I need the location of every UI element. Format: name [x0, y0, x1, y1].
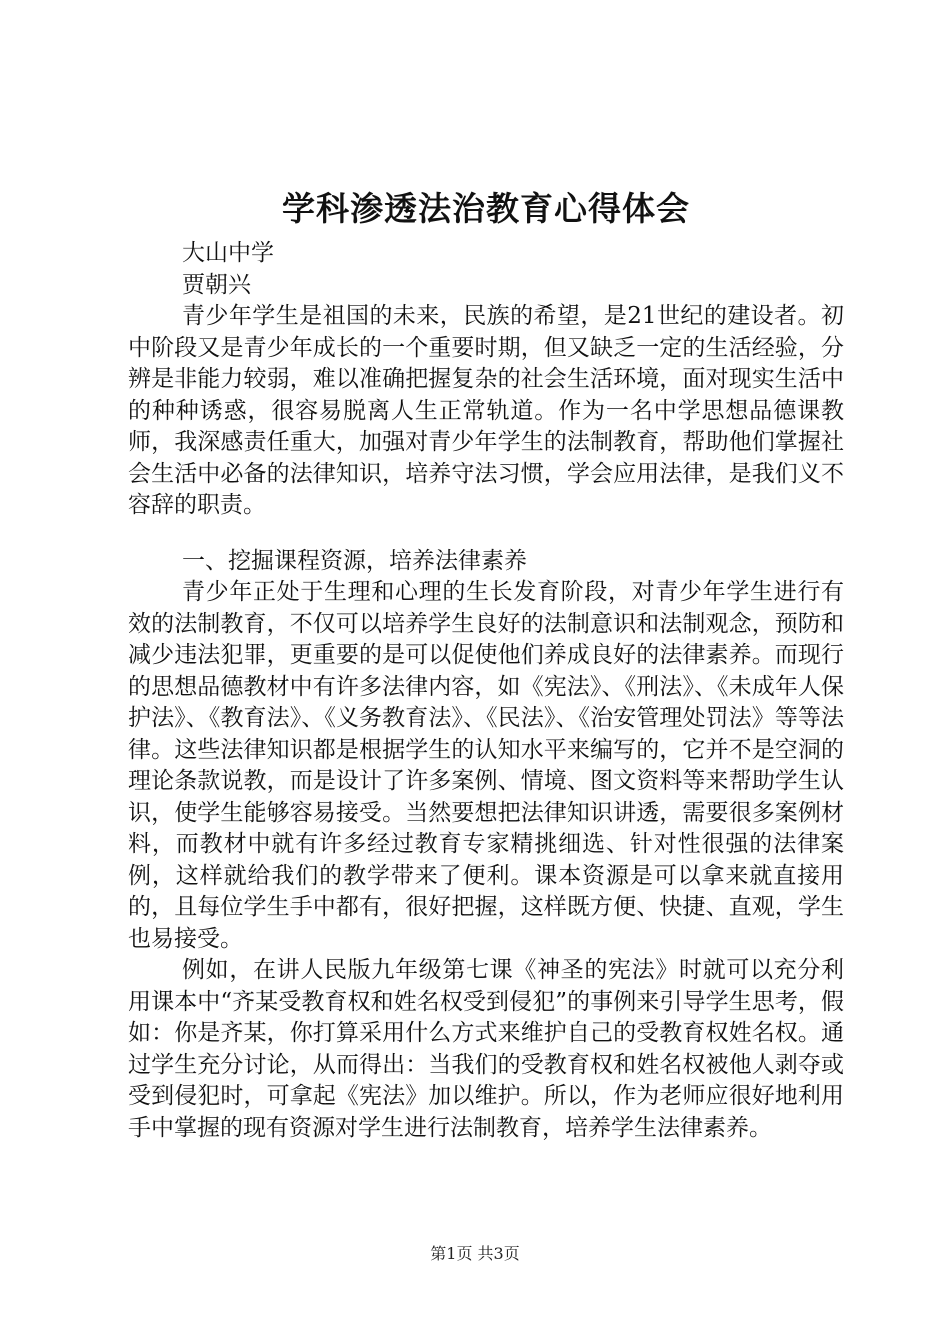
author-name: 贾朝兴	[182, 271, 251, 298]
section-heading: 一、挖掘课程资源，培养法律素养	[182, 547, 527, 574]
school-name: 大山中学	[182, 240, 274, 266]
paragraph-spacer	[128, 522, 844, 546]
page-number-footer: 第1页 共3页	[430, 1244, 520, 1263]
intro-paragraph: 青少年学生是祖国的未来，民族的希望，是21世纪的建设者。初中阶段又是青少年成长的一个重要时期，但又缺乏一定的生活经验，分辨是非能力较弱，难以准确把握复杂的社会生活环境，面对现实生活中的种种诱惑，很容易脱离人生正常轨道。作为一名中学思想品德课教师，我深感责任重大，加强对青少年学生的法制教育，帮助他们掌握社会生活中必备的法律知识，培养守法习惯，学会应用法律，是我们义不容辞的职责。	[128, 303, 844, 518]
document-page	[128, 182, 844, 1144]
document-title: 学科渗透法治教育心得体会	[282, 189, 690, 228]
body-paragraph: 青少年正处于生理和心理的生长发育阶段，对青少年学生进行有效的法制教育，不仅可以培养学生良好的法制意识和法制观念，预防和减少违法犯罪，更重要的是可以促使他们养成良好的法律素养。而现行的思想品德教材中有许多法律内容，如《宪法》、《刑法》、《未成年人保护法》、《教育法》、《义务教育法》、《民法》、《治安管理处罚法》等等法律。这些法律知识都是根据学生的认知水平来编写的，它并不是空洞的理论条款说教，而是设计了许多案例、情境、图文资料等来帮助学生认识，使学生能够容易接受。当然要想把法律知识讲透，需要很多案例材料，而教材中就有许多经过教育专家精挑细选、针对性很强的法律案例，这样就给我们的教学带来了便利。课本资源是可以拿来就直接用的，且每位学生手中都有，很好把握，这样既方便、快捷、直观，学生也易接受。	[128, 579, 844, 952]
example-paragraph: 例如，在讲人民版九年级第七课《神圣的宪法》时就可以充分利用课本中“齐某受教育权和姓名权受到侵犯”的事例来引导学生思考，假如：你是齐某，你打算采用什么方式来维护自己的受教育权姓名权。通过学生充分讨论，从而得出：当我们的受教育权和姓名权被他人剥夺或受到侵犯时，可拿起《宪法》加以维护。所以，作为老师应很好地利用手中掌握的现有资源对学生进行法制教育，培养学生法律素养。	[128, 957, 844, 1141]
